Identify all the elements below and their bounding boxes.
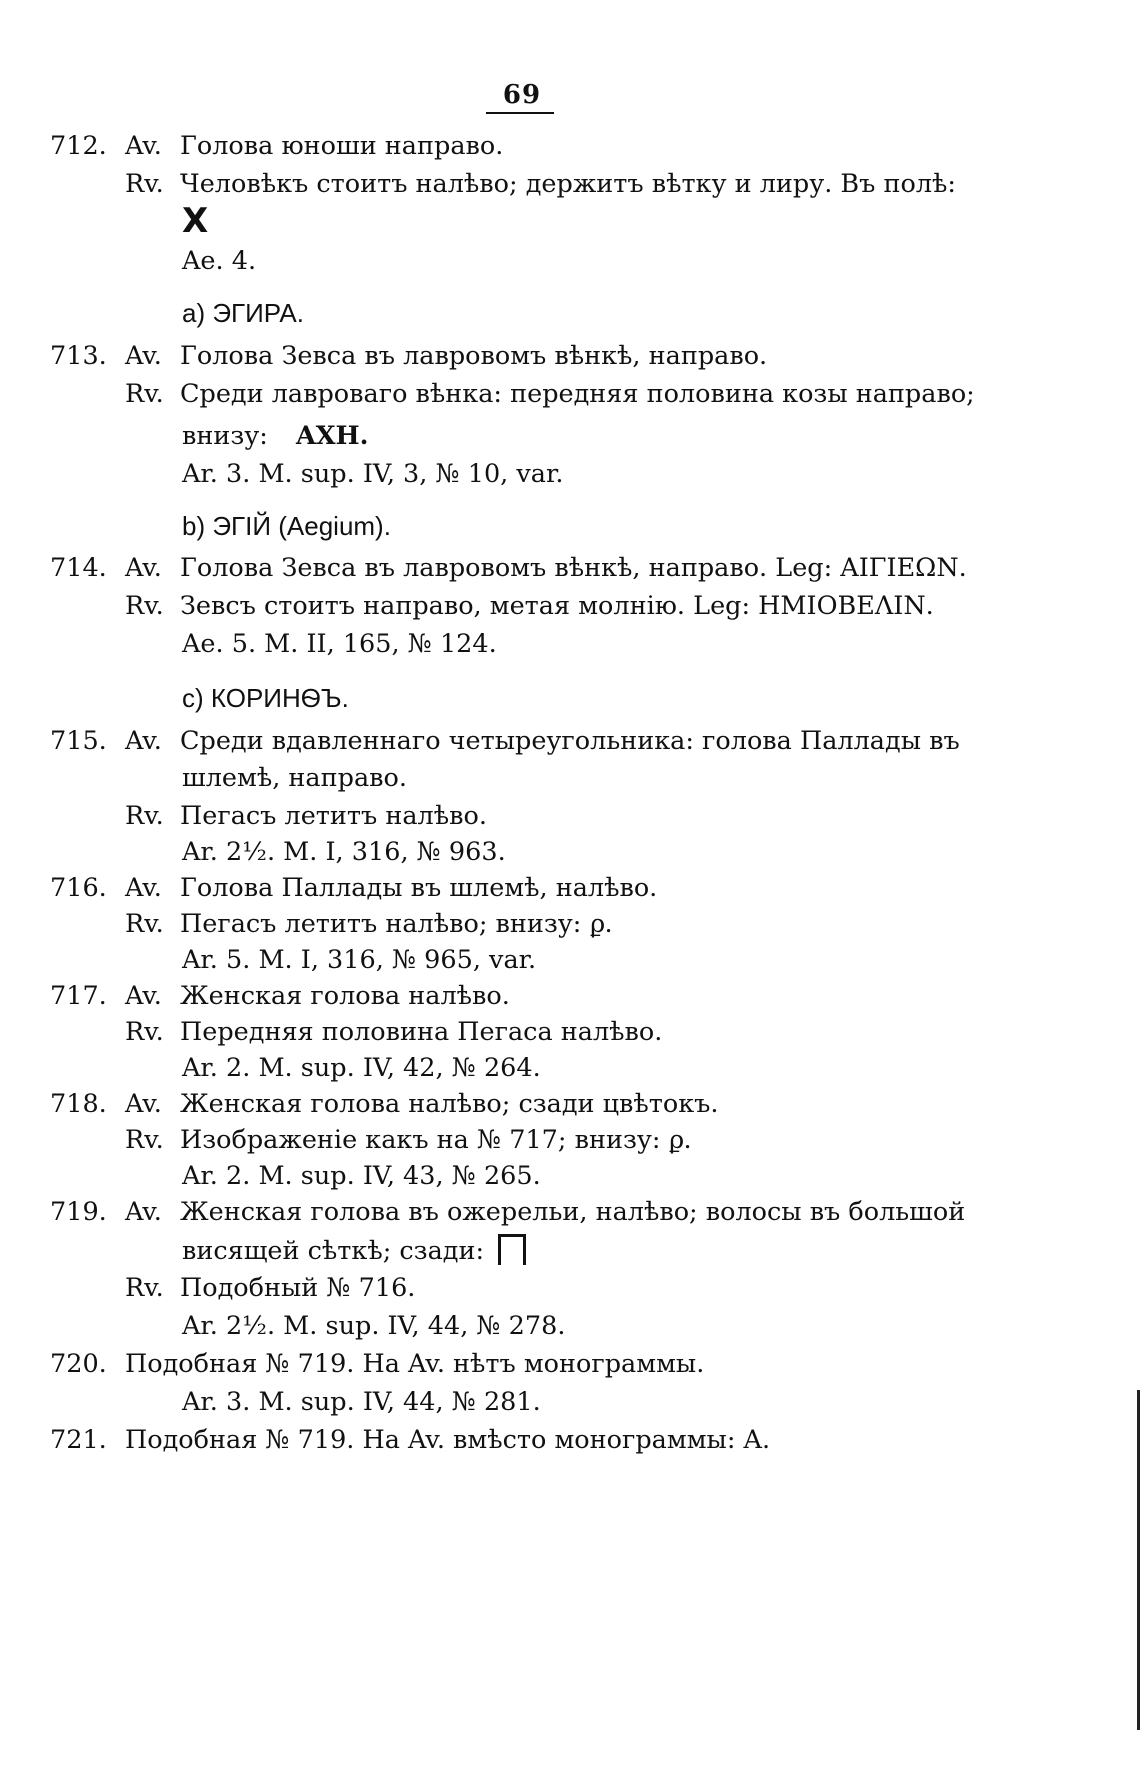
reverse-label: Rv. — [125, 1273, 164, 1303]
entry-number: 713. — [50, 341, 107, 371]
entry-number: 721. — [50, 1425, 107, 1455]
entry-718-meta: Ar. 2. M. sup. IV, 43, № 265. — [182, 1161, 541, 1191]
reverse-text: Пегасъ летитъ налѣво. — [180, 801, 487, 831]
entry-number: 716. — [50, 873, 107, 903]
reverse-text: Изображеніе какъ на № 717; внизу: ϼ. — [180, 1125, 692, 1155]
entry-number: 715. — [50, 726, 107, 756]
obverse-label: Av. — [125, 1197, 162, 1227]
section-heading-c: c) КОРИНѲЪ. — [182, 683, 349, 713]
entry-713-meta: Ar. 3. M. sup. IV, 3, № 10, var. — [182, 459, 564, 489]
obverse-label: Av. — [125, 1089, 162, 1119]
monogram-x: X — [182, 201, 209, 241]
reverse-label: Rv. — [125, 591, 164, 621]
reverse-label: Rv. — [125, 1017, 164, 1047]
entry-717-meta: Ar. 2. M. sup. IV, 42, № 264. — [182, 1053, 541, 1083]
entry-715-av-cont: шлемѣ, направо. — [182, 763, 407, 793]
obverse-text: Женская голова налѣво; сзади цвѣтокъ. — [180, 1089, 719, 1119]
obverse-text: Голова Паллады въ шлемѣ, налѣво. — [180, 873, 658, 903]
obverse-text: Женская голова въ ожерельи, налѣво; волосы въ большой — [180, 1197, 966, 1227]
entry-716-meta: Ar. 5. M. I, 316, № 965, var. — [182, 945, 537, 975]
reverse-label: Rv. — [125, 169, 164, 199]
obverse-text: Женская голова налѣво. — [180, 981, 510, 1011]
reverse-label: Rv. — [125, 801, 164, 831]
entry-text: Подобная № 719. На Av. нѣтъ монограммы. — [125, 1349, 705, 1379]
obverse-label: Av. — [125, 726, 162, 756]
reverse-label: Rv. — [125, 909, 164, 939]
obverse-label: Av. — [125, 553, 162, 583]
section-heading-b: b) ЭГІЙ (Aegium). — [182, 511, 391, 541]
reverse-label: Rv. — [125, 379, 164, 409]
entry-number: 714. — [50, 553, 107, 583]
entry-number: 719. — [50, 1197, 107, 1227]
reverse-text: Человѣкъ стоитъ налѣво; держитъ вѣтку и лиру. Въ полѣ: — [180, 169, 957, 199]
reverse-text: Передняя половина Пегаса налѣво. — [180, 1017, 663, 1047]
entry-number: 718. — [50, 1089, 107, 1119]
entry-720-meta: Ar. 3. M. sup. IV, 44, № 281. — [182, 1387, 541, 1417]
obverse-label: Av. — [125, 131, 162, 161]
reverse-text: Подобный № 716. — [180, 1273, 416, 1303]
page-number: 69 — [502, 80, 542, 110]
entry-number: 712. — [50, 131, 107, 161]
section-heading-a: a) ЭГИРА. — [182, 298, 304, 328]
monogram-axh: ΑΧΗ. — [295, 421, 369, 451]
obverse-text-cont: висящей сѣткѣ; сзади: — [182, 1236, 485, 1266]
reverse-text: Зевсъ стоитъ направо, метая молнію. Leg: ΗΜΙΟΒΕΛΙΝ. — [180, 591, 934, 621]
entry-number: 717. — [50, 981, 107, 1011]
entry-719-meta: Ar. 2½. M. sup. IV, 44, № 278. — [182, 1311, 566, 1341]
obverse-text: Голова Зевса въ лавровомъ вѣнкѣ, направо. Leg: ΑΙΓΙΕΩΝ. — [180, 553, 967, 583]
obverse-label: Av. — [125, 341, 162, 371]
monogram-box-icon — [498, 1234, 526, 1265]
entry-number: 720. — [50, 1349, 107, 1379]
reverse-label: Rv. — [125, 1125, 164, 1155]
reverse-text-cont: внизу: — [182, 421, 268, 451]
entry-719-av-cont — [182, 1234, 526, 1267]
obverse-text: Голова Зевса въ лавровомъ вѣнкѣ, направо. — [180, 341, 768, 371]
entry-713-rv-cont — [182, 420, 369, 452]
entry-715-meta: Ar. 2½. M. I, 316, № 963. — [182, 837, 506, 867]
entry-712-meta: Ae. 4. — [182, 246, 257, 276]
obverse-text: Голова юноши направо. — [180, 131, 504, 161]
entry-714-meta: Ae. 5. M. II, 165, № 124. — [182, 629, 497, 659]
obverse-text: Среди вдавленнаго четыреугольника: голова Паллады въ — [180, 726, 960, 756]
obverse-label: Av. — [125, 873, 162, 903]
reverse-text: Пегасъ летитъ налѣво; внизу: ϼ. — [180, 909, 613, 939]
obverse-label: Av. — [125, 981, 162, 1011]
reverse-text: Среди лавроваго вѣнка: передняя половина козы направо; — [180, 379, 975, 409]
entry-text: Подобная № 719. На Av. вмѣсто монограммы: A. — [125, 1425, 771, 1455]
